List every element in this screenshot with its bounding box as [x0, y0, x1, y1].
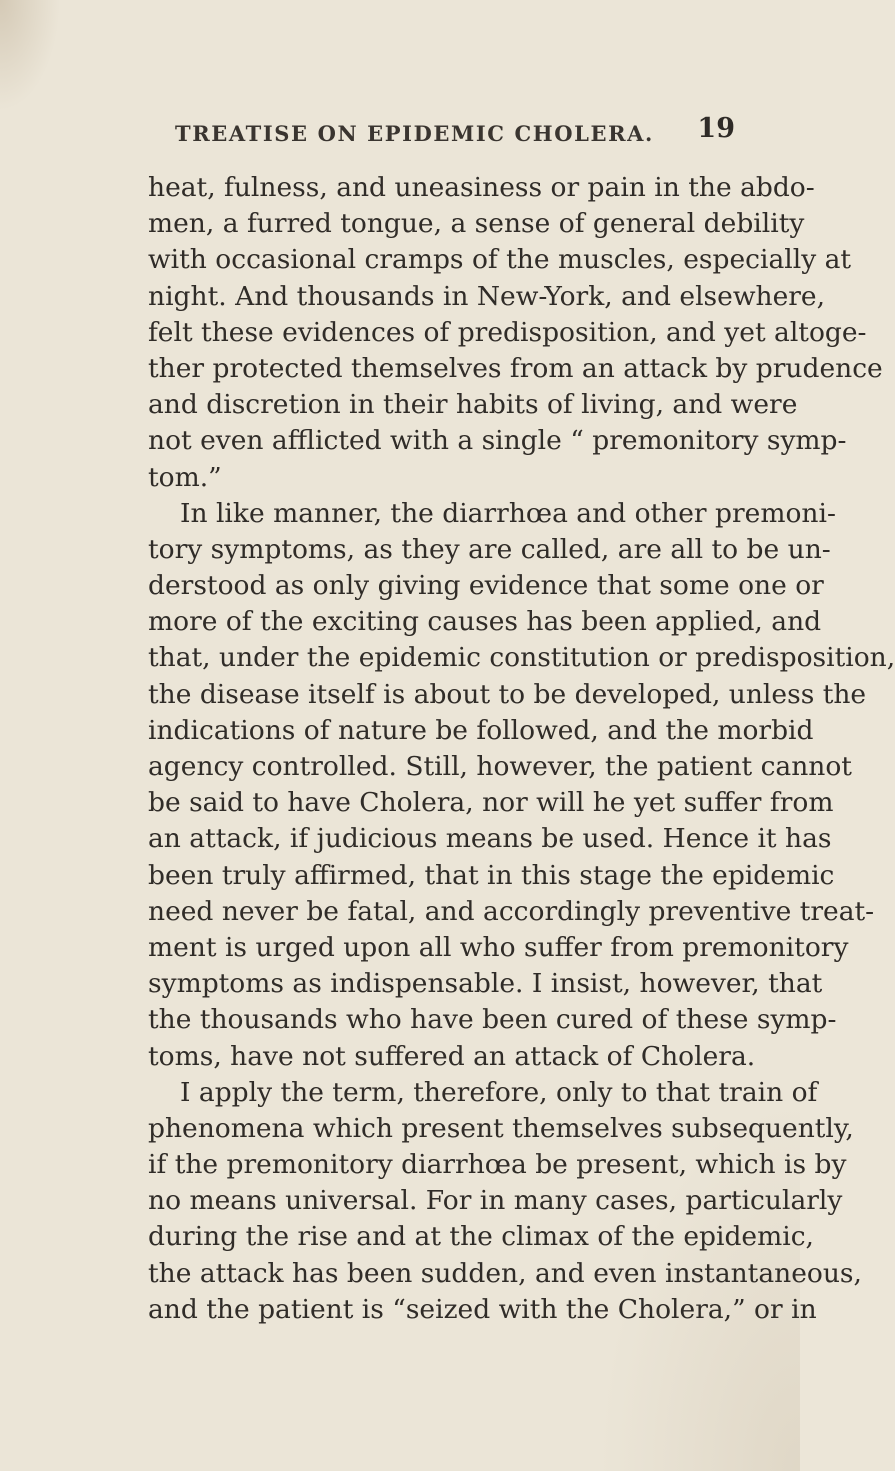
text-line: night. And thousands in New-York, and elsewhere, [148, 280, 826, 312]
text-line: ment is urged upon all who suffer from premonitory [148, 931, 849, 963]
text-line: the disease itself is about to be developed, unless the [148, 678, 867, 710]
text-line: not even afflicted with a single “ premonitory symp- [148, 425, 847, 457]
text-line: no means universal. For in many cases, particularly [148, 1185, 843, 1217]
text-line: be said to have Cholera, nor will he yet suffer from [148, 787, 834, 819]
text-line: been truly affirmed, that in this stage the epidemic [148, 859, 835, 891]
text-line: with occasional cramps of the muscles, especially at [148, 244, 852, 276]
text-line: during the rise and at the climax of the epidemic, [148, 1221, 814, 1253]
text-line: need never be fatal, and accordingly preventive treat- [148, 895, 875, 927]
text-line: felt these evidences of predisposition, and yet altoge- [148, 316, 867, 348]
text-line: symptoms as indispensable. I insist, however, that [148, 968, 823, 1000]
paragraph-start-line: I apply the term, therefore, only to that train of [180, 1076, 818, 1108]
text-line: indications of nature be followed, and the morbid [148, 714, 814, 746]
body-text [148, 170, 895, 1328]
text-line: phenomena which present themselves subsequently, [148, 1112, 854, 1144]
paragraph-start-line: In like manner, the diarrhœa and other premoni- [180, 497, 836, 529]
page-number: 19 [697, 113, 735, 144]
text-line: the thousands who have been cured of these symp- [148, 1004, 837, 1036]
running-title: TREATISE ON EPIDEMIC CHOLERA. [175, 121, 654, 146]
text-line: and discretion in their habits of living, and were [148, 389, 798, 421]
text-line: agency controlled. Still, however, the patient cannot [148, 751, 852, 782]
text-line: the attack has been sudden, and even instantaneous, [148, 1257, 862, 1289]
text-line: tom.” [148, 461, 222, 493]
text-line: toms, have not suffered an attack of Cholera. [148, 1040, 756, 1072]
text-line: more of the exciting causes has been applied, and [148, 606, 822, 638]
text-line: and the patient is “seized with the Cholera,” or in [148, 1293, 817, 1325]
text-line: men, a furred tongue, a sense of general debility [148, 208, 805, 240]
page-header [175, 113, 735, 153]
text-line: tory symptoms, as they are called, are all to be un- [148, 533, 831, 565]
text-line: ther protected themselves from an attack by prudence [148, 352, 883, 384]
text-line: an attack, if judicious means be used. Hence it has [148, 823, 832, 855]
text-line: if the premonitory diarrhœa be present, which is by [148, 1149, 847, 1181]
text-line: that, under the epidemic constitution or predisposition, [148, 642, 895, 674]
text-line: heat, fulness, and uneasiness or pain in the abdo- [148, 172, 815, 203]
text-line: derstood as only giving evidence that some one or [148, 570, 824, 602]
